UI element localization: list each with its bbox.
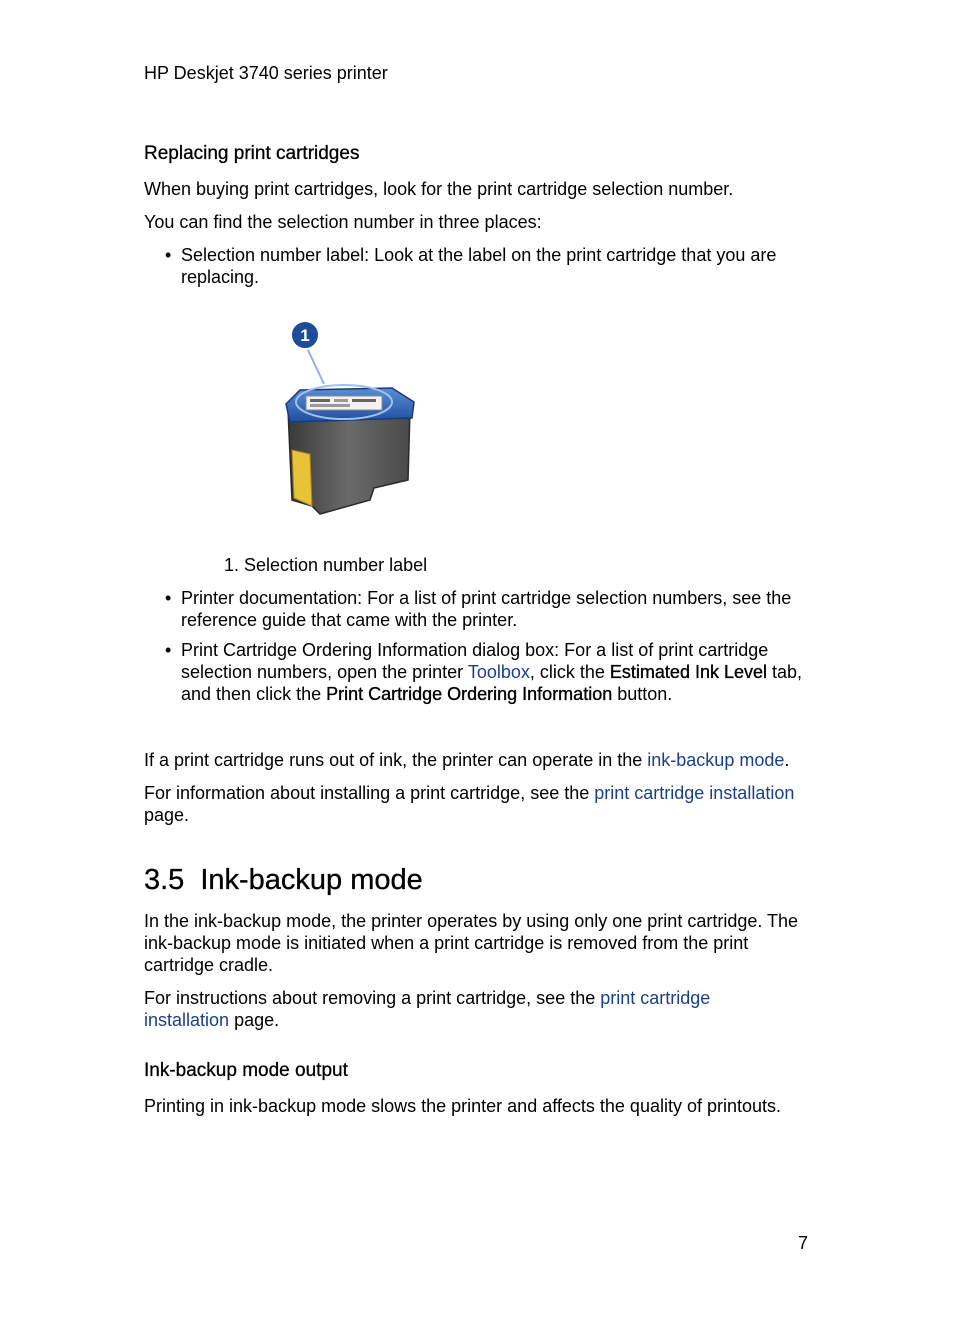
figure-caption: 1. Selection number label	[224, 555, 428, 575]
bold-term: Estimated Ink Level	[609, 662, 767, 682]
subsection-heading: Ink-backup mode output	[144, 1060, 348, 1081]
callout-number: 1	[300, 326, 310, 345]
text: tab, and then click the	[181, 662, 803, 704]
running-header: HP Deskjet 3740 series printer	[144, 63, 388, 83]
text: page.	[229, 1010, 280, 1030]
page-number: 7	[798, 1233, 809, 1253]
bullet-marker: •	[165, 640, 172, 660]
bold-term: Print Cartridge Ordering Information	[326, 684, 613, 704]
print-cartridge-installation-link[interactable]: print cartridge installation	[594, 783, 795, 803]
paragraph: You can find the selection number in three places:	[144, 212, 542, 232]
paragraph	[144, 987, 734, 1031]
section-heading: Replacing print cartridges	[144, 143, 360, 164]
text: button.	[612, 684, 673, 704]
bullet-item	[181, 639, 821, 705]
bullet-marker: •	[165, 245, 172, 265]
print-cartridge-image	[280, 318, 420, 520]
text: Print Cartridge Ordering Information dialog box: For a list of print cartridge selection numbers, open the printer	[181, 640, 769, 682]
paragraph: In the ink-backup mode, the printer operates by using only one print cartridge. The ink-backup mode is initiated when a print cartridge is removed from the print cartridge cradle.	[144, 911, 799, 975]
text: .	[784, 750, 790, 770]
text: For information about installing a print cartridge, see the	[144, 783, 595, 803]
text: , click the	[529, 662, 610, 682]
ink-backup-mode-link[interactable]: ink-backup mode	[647, 750, 785, 770]
text: page.	[144, 805, 190, 825]
bullet-item: Selection number label: Look at the label on the print cartridge that you are replacing.	[181, 245, 777, 287]
text: For instructions about removing a print cartridge, see the	[144, 988, 601, 1008]
section-title: Ink-backup mode	[200, 864, 423, 896]
bullet-marker: •	[165, 588, 172, 608]
print-cartridge-installation-link[interactable]: print cartridge installation	[144, 988, 711, 1030]
section-number: 3.5	[144, 864, 185, 896]
cartridge-illustration	[280, 318, 420, 520]
bullet-item: Printer documentation: For a list of print cartridge selection numbers, see the reference guide that came with the printer.	[181, 588, 792, 630]
text: If a print cartridge runs out of ink, the printer can operate in the	[144, 750, 648, 770]
paragraph	[144, 782, 812, 826]
paragraph: When buying print cartridges, look for the print cartridge selection number.	[144, 179, 734, 199]
paragraph	[144, 749, 824, 771]
toolbox-link[interactable]: Toolbox	[467, 662, 530, 682]
paragraph: Printing in ink-backup mode slows the printer and affects the quality of printouts.	[144, 1096, 782, 1116]
chapter-heading	[144, 863, 423, 897]
